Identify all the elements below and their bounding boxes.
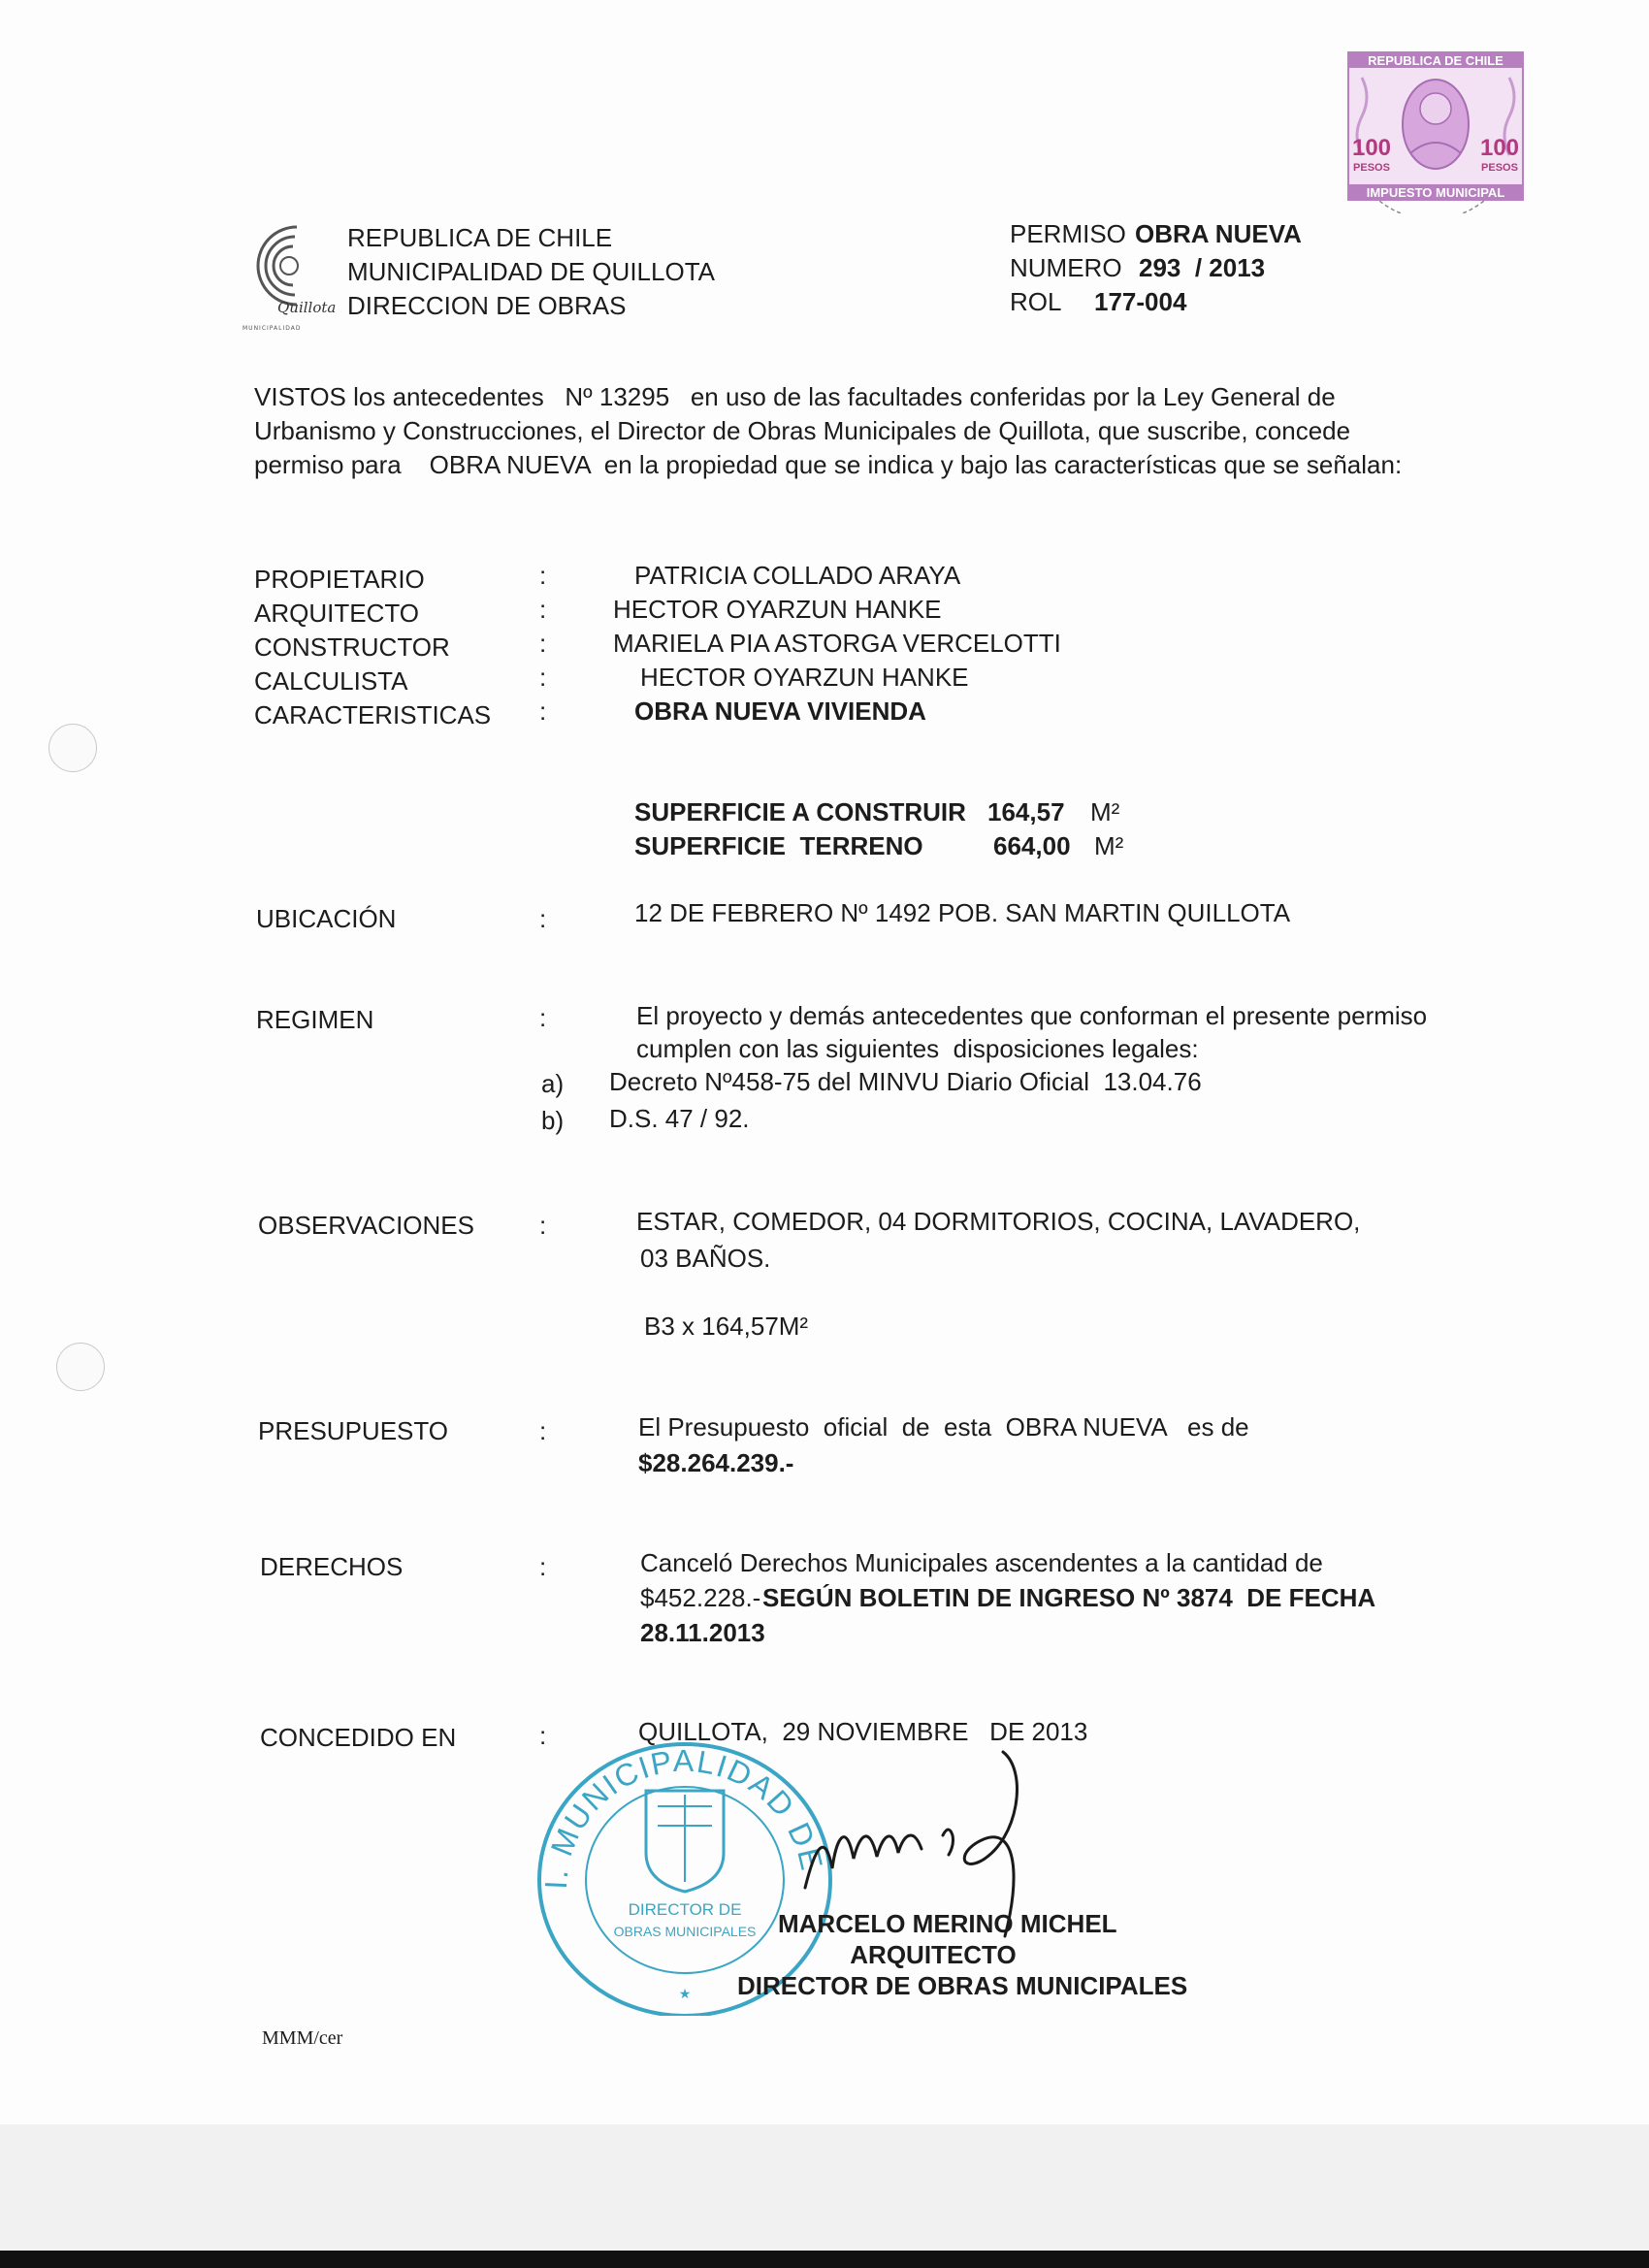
presupuesto-amount: $28.264.239.- (638, 1448, 794, 1477)
constructor-value: MARIELA PIA ASTORGA VERCELOTTI (613, 629, 1061, 658)
superficie-construir-value: 164,57 (987, 797, 1065, 826)
field-separator: : (539, 1003, 547, 1032)
tax-stamp-bottom-text: IMPUESTO MUNICIPAL (1366, 185, 1505, 200)
intro-line-2: Urbanismo y Construcciones, el Director de Obras Municipales de Quillota, que suscribe, concede (254, 416, 1351, 445)
field-separator: : (539, 663, 547, 692)
derechos-amount: $452.228.- (640, 1583, 761, 1612)
signatory-title: ARQUITECTO (850, 1940, 1017, 1969)
field-separator: : (539, 904, 547, 933)
field-separator: : (539, 561, 547, 590)
superficie-construir-unit: M² (1090, 797, 1120, 826)
official-stamp-line-1: DIRECTOR DE (628, 1900, 742, 1919)
observaciones-line-3: B3 x 164,57M² (644, 1312, 809, 1341)
intro-line-1: VISTOS los antecedentes Nº 13295 en uso de las facultades conferidas por la Ley General de (254, 382, 1336, 411)
propietario-value: PATRICIA COLLADO ARAYA (634, 561, 961, 590)
logo-sub-text: MUNICIPALIDAD (242, 325, 302, 332)
calculista-label: CALCULISTA (254, 666, 408, 696)
regimen-item-b-marker: b) (541, 1106, 565, 1135)
field-separator: : (539, 1552, 547, 1581)
regimen-line-1: El proyecto y demás antecedentes que conforman el presente permiso (636, 1001, 1428, 1030)
signatory-position: DIRECTOR DE OBRAS MUNICIPALES (737, 1971, 1188, 2000)
permiso-label: PERMISO (1010, 219, 1126, 248)
regimen-line-2: cumplen con las siguientes disposiciones legales: (636, 1034, 1199, 1063)
superficie-terreno-value: 664,00 (993, 831, 1071, 860)
superficie-terreno-label: SUPERFICIE TERRENO (634, 831, 923, 860)
superficie-construir-label: SUPERFICIE A CONSTRUIR (634, 797, 966, 826)
field-separator: : (539, 1416, 547, 1445)
signatory-name: MARCELO MERINO MICHEL (778, 1909, 1117, 1938)
ubicacion-label: UBICACIÓN (256, 904, 397, 933)
footer-initials: MMM/cer (262, 2027, 343, 2049)
arquitecto-label: ARQUITECTO (254, 599, 419, 628)
punch-hole (56, 1343, 105, 1391)
tax-stamp-unit-left: PESOS (1353, 162, 1390, 174)
official-stamp-ring-text: I. MUNICIPALIDAD DE (537, 1742, 830, 1891)
derechos-line-1: Canceló Derechos Municipales ascendentes a la cantidad de (640, 1548, 1323, 1577)
calculista-value: HECTOR OYARZUN HANKE (640, 663, 969, 692)
numero-label: NUMERO (1010, 253, 1122, 282)
observaciones-line-1: ESTAR, COMEDOR, 04 DORMITORIOS, COCINA, LAVADERO, (636, 1207, 1361, 1236)
header-direction: DIRECCION DE OBRAS (347, 291, 627, 320)
caracteristicas-label: CARACTERISTICAS (254, 700, 492, 729)
derechos-line-2: SEGÚN BOLETIN DE INGRESO Nº 3874 DE FECHA (762, 1583, 1376, 1612)
permiso-value: OBRA NUEVA (1135, 219, 1302, 248)
municipality-logo (239, 215, 336, 340)
ubicacion-value: 12 DE FEBRERO Nº 1492 POB. SAN MARTIN QUILLOTA (634, 898, 1291, 927)
header-republic: REPUBLICA DE CHILE (347, 223, 613, 252)
scan-bottom-band (0, 2124, 1649, 2268)
tax-stamp-value-left: 100 (1351, 135, 1392, 161)
field-separator: : (539, 697, 547, 726)
derechos-line-3: 28.11.2013 (640, 1618, 765, 1647)
regimen-label: REGIMEN (256, 1005, 374, 1034)
punch-hole (48, 724, 97, 772)
presupuesto-label: PRESUPUESTO (258, 1416, 449, 1445)
field-separator: : (539, 1211, 547, 1240)
concedido-value: QUILLOTA, 29 NOVIEMBRE DE 2013 (638, 1717, 1088, 1746)
tax-stamp-value-right: 100 (1479, 135, 1520, 161)
arquitecto-value: HECTOR OYARZUN HANKE (613, 595, 942, 624)
superficie-terreno-unit: M² (1094, 831, 1124, 860)
caracteristicas-value: OBRA NUEVA VIVIENDA (634, 697, 926, 726)
intro-paragraph (254, 380, 1403, 482)
presupuesto-line-1: El Presupuesto oficial de esta OBRA NUEVA es de (638, 1412, 1249, 1442)
field-separator: : (539, 629, 547, 658)
rol-label: ROL (1010, 287, 1062, 316)
observaciones-label: OBSERVACIONES (258, 1211, 474, 1240)
logo-script-text: Quillota (277, 299, 336, 316)
observaciones-line-2: 03 BAÑOS. (640, 1244, 771, 1273)
intro-line-3: permiso para OBRA NUEVA en la propiedad que se indica y bajo las características que se señalan: (254, 450, 1403, 479)
concedido-label: CONCEDIDO EN (260, 1723, 457, 1752)
derechos-label: DERECHOS (260, 1552, 404, 1581)
field-separator: : (539, 1721, 547, 1750)
tax-stamp-unit-right: PESOS (1481, 162, 1518, 174)
rol-value: 177-004 (1094, 287, 1187, 316)
header-municipality: MUNICIPALIDAD DE QUILLOTA (347, 257, 715, 286)
regimen-item-a-marker: a) (541, 1069, 565, 1098)
official-stamp-line-2: OBRAS MUNICIPALES (613, 1924, 757, 1939)
regimen-item-a: Decreto Nº458-75 del MINVU Diario Oficial 13.04.76 (609, 1067, 1202, 1096)
numero-value: 293 / 2013 (1139, 253, 1266, 282)
propietario-label: PROPIETARIO (254, 565, 425, 594)
tax-stamp (1342, 39, 1546, 218)
field-separator: : (539, 595, 547, 624)
scan-edge-bar (0, 2251, 1649, 2268)
tax-stamp-top-text: REPUBLICA DE CHILE (1368, 53, 1504, 68)
constructor-label: CONSTRUCTOR (254, 632, 450, 662)
regimen-item-b: D.S. 47 / 92. (609, 1104, 750, 1133)
svg-text:★: ★ (678, 1987, 692, 2002)
